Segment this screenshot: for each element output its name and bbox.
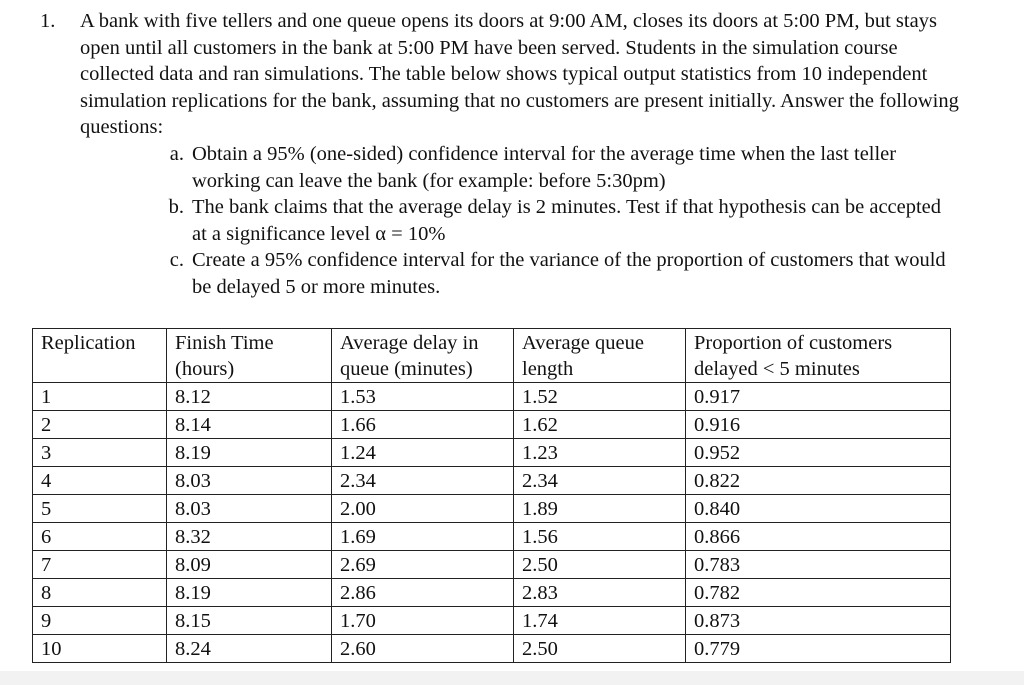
table-row (33, 383, 951, 411)
bottom-strip (0, 671, 1024, 685)
table-cell: 1.70 (332, 607, 514, 635)
table-cell: 2.86 (332, 579, 514, 607)
table-cell: 0.782 (686, 579, 951, 607)
table-cell: 0.916 (686, 411, 951, 439)
table-cell: 8.19 (167, 579, 332, 607)
table-cell: 5 (33, 495, 167, 523)
column-header-replication: Replication (33, 329, 167, 383)
table-cell: 2.00 (332, 495, 514, 523)
column-header-average-delay: Average delay in queue (minutes) (332, 329, 514, 383)
table-cell: 2.34 (332, 467, 514, 495)
table-cell: 4 (33, 467, 167, 495)
table-cell: 2.69 (332, 551, 514, 579)
question-part-c (169, 247, 952, 300)
table-cell: 8.19 (167, 439, 332, 467)
table-body (33, 383, 951, 663)
table-cell: 2.83 (514, 579, 686, 607)
table-cell: 9 (33, 607, 167, 635)
table-cell: 1.52 (514, 383, 686, 411)
table-row (33, 439, 951, 467)
table-cell: 2 (33, 411, 167, 439)
question-part-b (168, 194, 952, 247)
table-cell: 8.14 (167, 411, 332, 439)
table-cell: 3 (33, 439, 167, 467)
table-cell: 1.89 (514, 495, 686, 523)
table-cell: 1.56 (514, 523, 686, 551)
question-text: A bank with five tellers and one queue opens its doors at 9:00 AM, closes its doors at 5:00 PM, but stays open until all customers in the bank at 5:00 PM have been served. Students in the simulation course collected data and ran simulations. The table below shows typical output statistics from 10 independent simulation replications for the bank, assuming that no customers are present initially. Answer the following questions: (80, 10, 959, 139)
table-cell: 2.50 (514, 551, 686, 579)
table-row (33, 467, 951, 495)
table-row (33, 579, 951, 607)
table-cell: 8.12 (167, 383, 332, 411)
table-cell: 8.03 (167, 495, 332, 523)
table-cell: 1.23 (514, 439, 686, 467)
table-header-row (33, 329, 951, 383)
table-row (33, 411, 951, 439)
table-cell: 0.917 (686, 383, 951, 411)
table-cell: 1.62 (514, 411, 686, 439)
part-text: Create a 95% confidence interval for the variance of the proportion of customers that would be delayed 5 or more minutes. (192, 249, 946, 298)
part-label: c. (169, 249, 184, 272)
table-cell: 10 (33, 635, 167, 663)
table-cell: 0.866 (686, 523, 951, 551)
table-cell: 8.15 (167, 607, 332, 635)
table-cell: 8.24 (167, 635, 332, 663)
question-number: 1. (40, 10, 56, 32)
table-cell: 0.783 (686, 551, 951, 579)
table-cell: 8 (33, 579, 167, 607)
column-header-proportion-delayed: Proportion of customers delayed < 5 minutes (686, 329, 951, 383)
table-row (33, 523, 951, 551)
table-cell: 1.74 (514, 607, 686, 635)
table-row (33, 551, 951, 579)
table-row (33, 607, 951, 635)
table-cell: 2.50 (514, 635, 686, 663)
table-cell: 0.822 (686, 467, 951, 495)
table-cell: 0.840 (686, 495, 951, 523)
table-cell: 1.24 (332, 439, 514, 467)
table-cell: 6 (33, 523, 167, 551)
question-parts (40, 141, 1000, 301)
results-table (32, 328, 951, 663)
table-cell: 8.09 (167, 551, 332, 579)
part-label: a. (169, 142, 184, 165)
table-cell: 8.32 (167, 523, 332, 551)
table-cell: 7 (33, 551, 167, 579)
table-row (33, 495, 951, 523)
table-cell: 1 (33, 383, 167, 411)
part-label: b. (168, 196, 184, 219)
table-cell: 1.69 (332, 523, 514, 551)
part-text: The bank claims that the average delay is 2 minutes. Test if that hypothesis can be accepted at a significance level α = 10% (192, 196, 942, 245)
table-cell: 2.34 (514, 467, 686, 495)
part-text: Obtain a 95% (one-sided) confidence interval for the average time when the last teller working can leave the bank (for example: before 5:30pm) (192, 142, 897, 192)
table-row (33, 635, 951, 663)
table-cell: 0.873 (686, 607, 951, 635)
question-block (40, 8, 1000, 301)
table-cell: 0.952 (686, 439, 951, 467)
table-cell: 8.03 (167, 467, 332, 495)
column-header-average-queue-length: Average queue length (514, 329, 686, 383)
table-cell: 1.53 (332, 383, 514, 411)
question-part-a (169, 141, 952, 194)
table-cell: 0.779 (686, 635, 951, 663)
column-header-finish-time: Finish Time (hours) (167, 329, 332, 383)
table-cell: 2.60 (332, 635, 514, 663)
table-cell: 1.66 (332, 411, 514, 439)
